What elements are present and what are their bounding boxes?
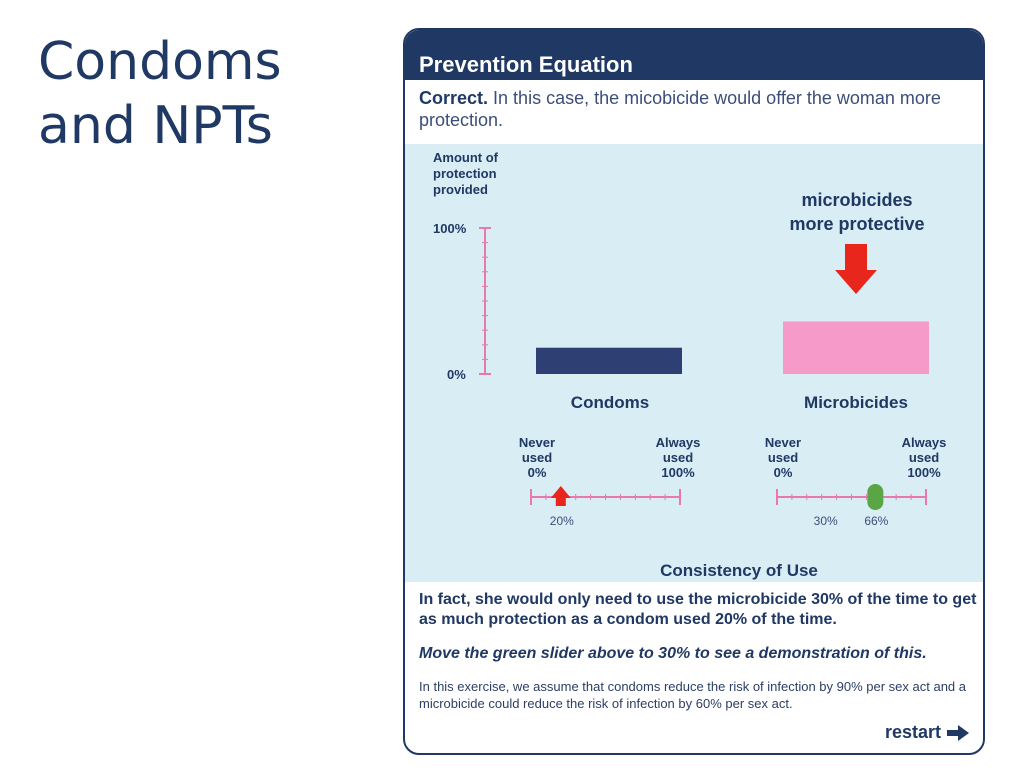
- feedback-correct: Correct.: [419, 88, 489, 108]
- slider-condoms-value-label: 20%: [549, 514, 574, 528]
- slider-condoms-min-label: Never: [518, 435, 556, 450]
- y-axis-label: Amount of: [433, 150, 498, 165]
- slide-title-line1: Condoms: [38, 32, 282, 92]
- bar-condoms: [536, 348, 682, 374]
- slider-condoms-max-label: Always: [655, 435, 701, 450]
- slider-microbicides-max-label: used: [908, 450, 940, 465]
- category-label-microbicides: Microbicides: [804, 393, 908, 412]
- slider-microbicides-target-label: 30%: [813, 514, 838, 528]
- slider-microbicides-min-label: used: [767, 450, 799, 465]
- restart-label: restart: [884, 722, 941, 742]
- instruction-text: Move the green slider above to 30% to see a demonstration of this.: [419, 645, 927, 662]
- panel-header: Prevention Equation: [405, 30, 983, 80]
- slider-microbicides-max-label: 100%: [907, 465, 941, 480]
- category-label-condoms: Condoms: [570, 393, 650, 412]
- slider-condoms-max-label: used: [662, 450, 694, 465]
- bar-microbicides: [783, 321, 929, 374]
- slider-condoms-min-label: 0%: [527, 465, 547, 480]
- y-tick-label-top: 100%: [433, 221, 467, 236]
- slider-microbicides-value-label: 66%: [864, 514, 889, 528]
- prevention-equation-panel: [403, 28, 985, 755]
- feedback-message: [405, 80, 983, 144]
- explanation: [419, 590, 977, 712]
- annotation-line1: microbicides: [801, 190, 913, 210]
- slide-title-line2: and NPTs: [38, 96, 273, 156]
- slider-microbicides-min-label: Never: [764, 435, 802, 450]
- chart-area: [405, 144, 983, 582]
- assumption-note: In this exercise, we assume that condoms reduce the risk of infection by 90% per sex act and a microbicide could reduce the risk of infection by 60% per sex act.: [419, 679, 967, 711]
- slide-title: [38, 30, 358, 158]
- slider-condoms-max-label: 100%: [661, 465, 695, 480]
- slider-microbicides-max-label: Always: [901, 435, 947, 450]
- protection-chart: [405, 144, 983, 582]
- restart-button[interactable]: [885, 722, 969, 743]
- y-tick-label-bottom: 0%: [447, 367, 466, 382]
- slider-microbicides-min-label: 0%: [773, 465, 793, 480]
- fact-text: In fact, she would only need to use the microbicide 30% of the time to get as much protection as a condom used 20% of the time.: [419, 591, 977, 628]
- consistency-of-use-label: Consistency of Use: [660, 561, 818, 580]
- y-axis-label: protection: [433, 166, 497, 181]
- slider-condoms-handle-icon[interactable]: [551, 486, 571, 506]
- arrow-right-icon: [947, 725, 969, 741]
- down-arrow-icon: [835, 244, 877, 294]
- annotation-line2: more protective: [789, 214, 925, 234]
- slider-microbicides-handle[interactable]: [867, 484, 883, 510]
- slider-condoms-min-label: used: [521, 450, 553, 465]
- feedback-text: In this case, the micobicide would offer the woman more protection.: [419, 88, 941, 130]
- y-axis-label: provided: [433, 182, 488, 197]
